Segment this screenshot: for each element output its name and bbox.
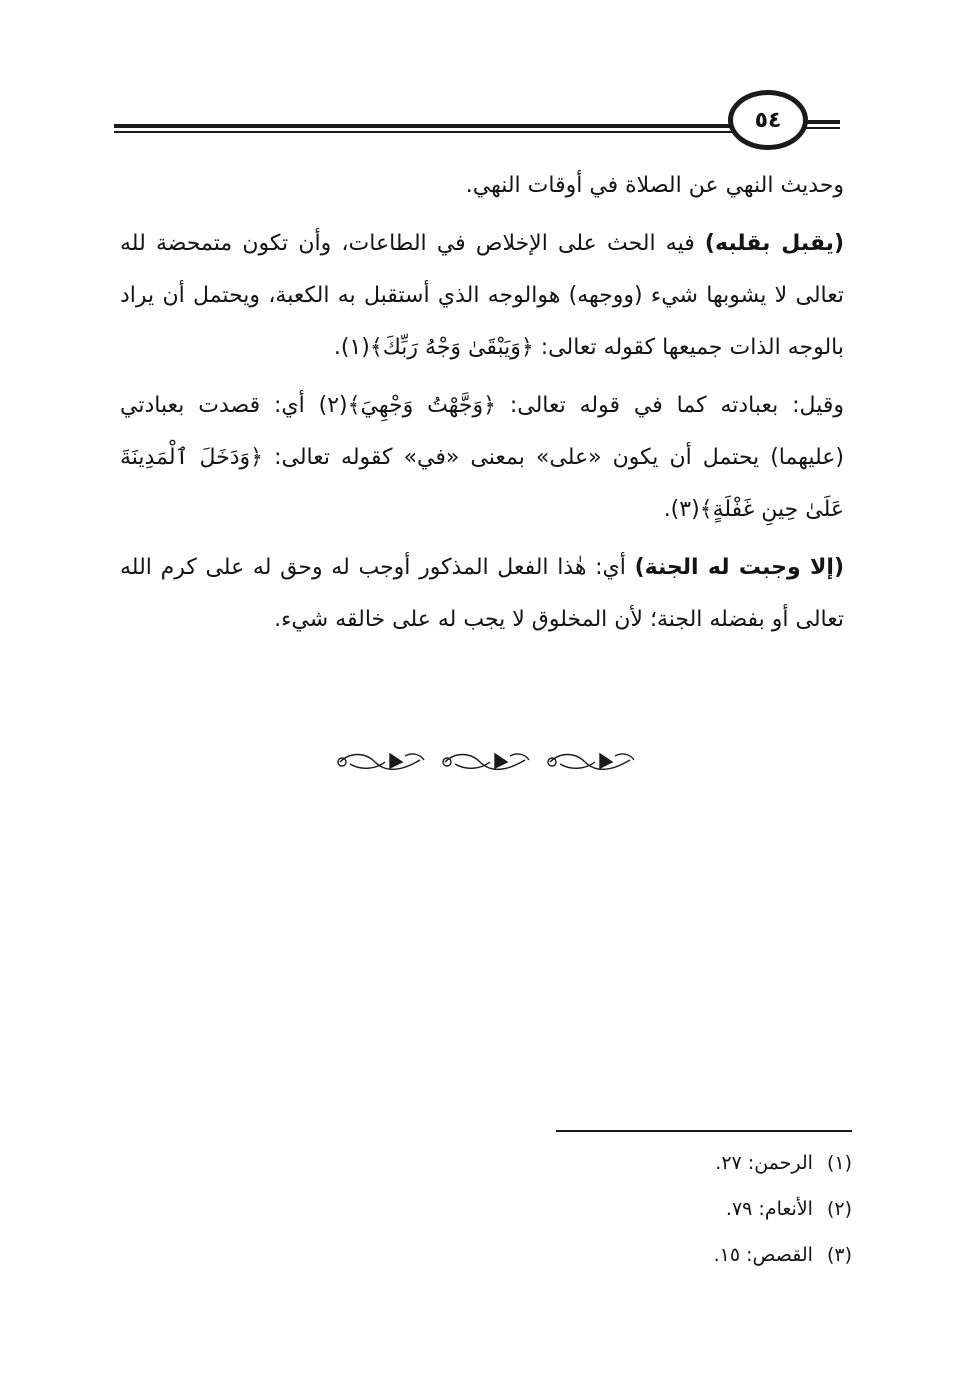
footnotes	[556, 1140, 852, 1278]
body-text	[120, 160, 844, 652]
footnote	[556, 1140, 852, 1186]
footnote-number: (٣)	[826, 1244, 852, 1266]
footnote-text: القصص: ١٥.	[713, 1244, 813, 1266]
footnote-number: (١)	[826, 1152, 852, 1174]
page-header	[0, 0, 953, 180]
footnote-number: (٢)	[826, 1198, 852, 1220]
floral-divider-icon	[330, 742, 640, 782]
footnote-text: الرحمن: ٢٧.	[715, 1152, 813, 1174]
paragraph-lead: (إلا وجبت له الجنة)	[634, 555, 844, 580]
paragraph	[120, 160, 844, 212]
paragraph-text: وحديث النهي عن الصلاة في أوقات النهي.	[465, 173, 844, 198]
paragraph-text: وقيل: بعبادته كما في قوله تعالى: ﴿وَجَّهْتُ وَجْهِيَ﴾(٢) أي: قصدت بعبادتي (عليهما) يحتمل أن يكون «على» بمعنى «في» كقوله تعالى: ﴿وَدَخَلَ ٱلْمَدِينَةَ عَلَىٰ حِينِ غَفْلَةٍ﴾(٣).	[120, 393, 844, 522]
paragraph	[120, 218, 844, 374]
paragraph-text: فيه الحث على الإخلاص في الطاعات، وأن تكون متمحضة لله تعالى لا يشوبها شيء (ووجهه) هوالوجه الذي أستقبل به الكعبة، ويحتمل أن يراد بالوجه الذات جميعها كقوله تعالى: ﴿وَيَبْقَىٰ وَجْهُ رَبِّكَ﴾(١).	[120, 231, 844, 360]
header-rule-thin	[114, 131, 734, 133]
header-rule-thick	[114, 124, 734, 128]
footnote	[556, 1186, 852, 1232]
footnote	[556, 1232, 852, 1278]
footnote-rule	[556, 1130, 852, 1132]
paragraph-lead: (يقبل بقلبه)	[704, 231, 844, 256]
paragraph-text: أي: هٰذا الفعل المذكور أوجب له وحق له على كرم الله تعالى أو بفضله الجنة؛ لأن المخلوق لا يجب له على خالقه شيء.	[120, 555, 844, 632]
page-number-badge	[728, 90, 808, 150]
footnote-text: الأنعام: ٧٩.	[725, 1198, 813, 1220]
page-number: ٥٤	[754, 107, 782, 133]
paragraph	[120, 380, 844, 536]
paragraph	[120, 542, 844, 646]
